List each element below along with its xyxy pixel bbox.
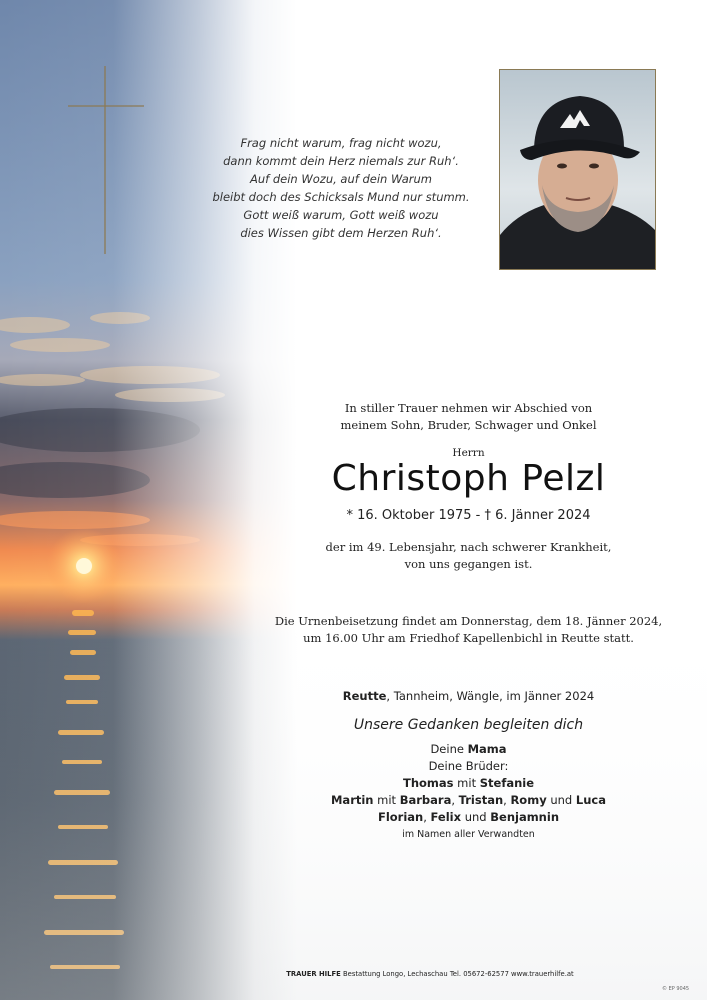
deceased-name: Christoph Pelzl: [331, 458, 606, 499]
intro-line: meinem Sohn, Bruder, Schwager und Onkel: [340, 418, 597, 432]
portrait-photo: [499, 69, 656, 270]
footer-brand: TRAUER HILFE: [286, 970, 341, 978]
family-line: Florian, Felix und Benjamnin: [377, 810, 560, 824]
motto: Unsere Gedanken begleiten dich: [353, 717, 584, 733]
copyright: © EP 9045: [662, 986, 690, 992]
family-line: Thomas mit Stefanie: [402, 776, 535, 790]
poem-line: Gott weiß warum, Gott weiß wozu: [243, 208, 439, 222]
funeral-line: Die Urnenbeisetzung findet am Donnerstag, dem 18. Jänner 2024,: [274, 614, 663, 628]
intro-text: [230, 400, 707, 434]
place-date-rest: , Tannheim, Wängle, im Jänner 2024: [386, 689, 595, 703]
footer: [260, 970, 600, 978]
circumstance-line: von uns gegangen ist.: [404, 557, 533, 571]
poem: [200, 134, 482, 242]
poem-line: dann kommt dein Herz niemals zur Ruh‘.: [223, 154, 459, 168]
poem-line: Frag nicht warum, frag nicht wozu,: [240, 136, 442, 150]
family-list: [230, 741, 707, 843]
intro-line: In stiller Trauer nehmen wir Abschied von: [344, 401, 593, 415]
family-line: Martin mit Barbara, Tristan, Romy und Luca: [330, 793, 606, 807]
funeral-line: um 16.00 Uhr am Friedhof Kapellenbichl in Reutte statt.: [303, 631, 634, 645]
poem-line: dies Wissen gibt dem Herzen Ruh‘.: [240, 226, 442, 240]
poem-line: bleibt doch des Schicksals Mund nur stumm.: [212, 190, 470, 204]
place-name: Reutte: [342, 689, 387, 703]
family-line: Deine Brüder:: [428, 759, 509, 773]
family-line: im Namen aller Verwandten: [402, 829, 535, 840]
footer-contact: Bestattung Longo, Lechaschau Tel. 05672-62577 www.trauerhilfe.at: [340, 970, 574, 978]
circumstance-text: [230, 539, 707, 573]
circumstance-line: der im 49. Lebensjahr, nach schwerer Krankheit,: [325, 540, 612, 554]
portrait-image: [500, 70, 655, 269]
family-line: Deine Mama: [430, 742, 507, 756]
salutation: Herrn: [452, 447, 485, 459]
life-dates: * 16. Oktober 1975 - † 6. Jänner 2024: [346, 508, 591, 523]
poem-line: Auf dein Wozu, auf dein Warum: [250, 172, 432, 186]
funeral-text: [230, 613, 707, 647]
place-date: [230, 688, 707, 705]
